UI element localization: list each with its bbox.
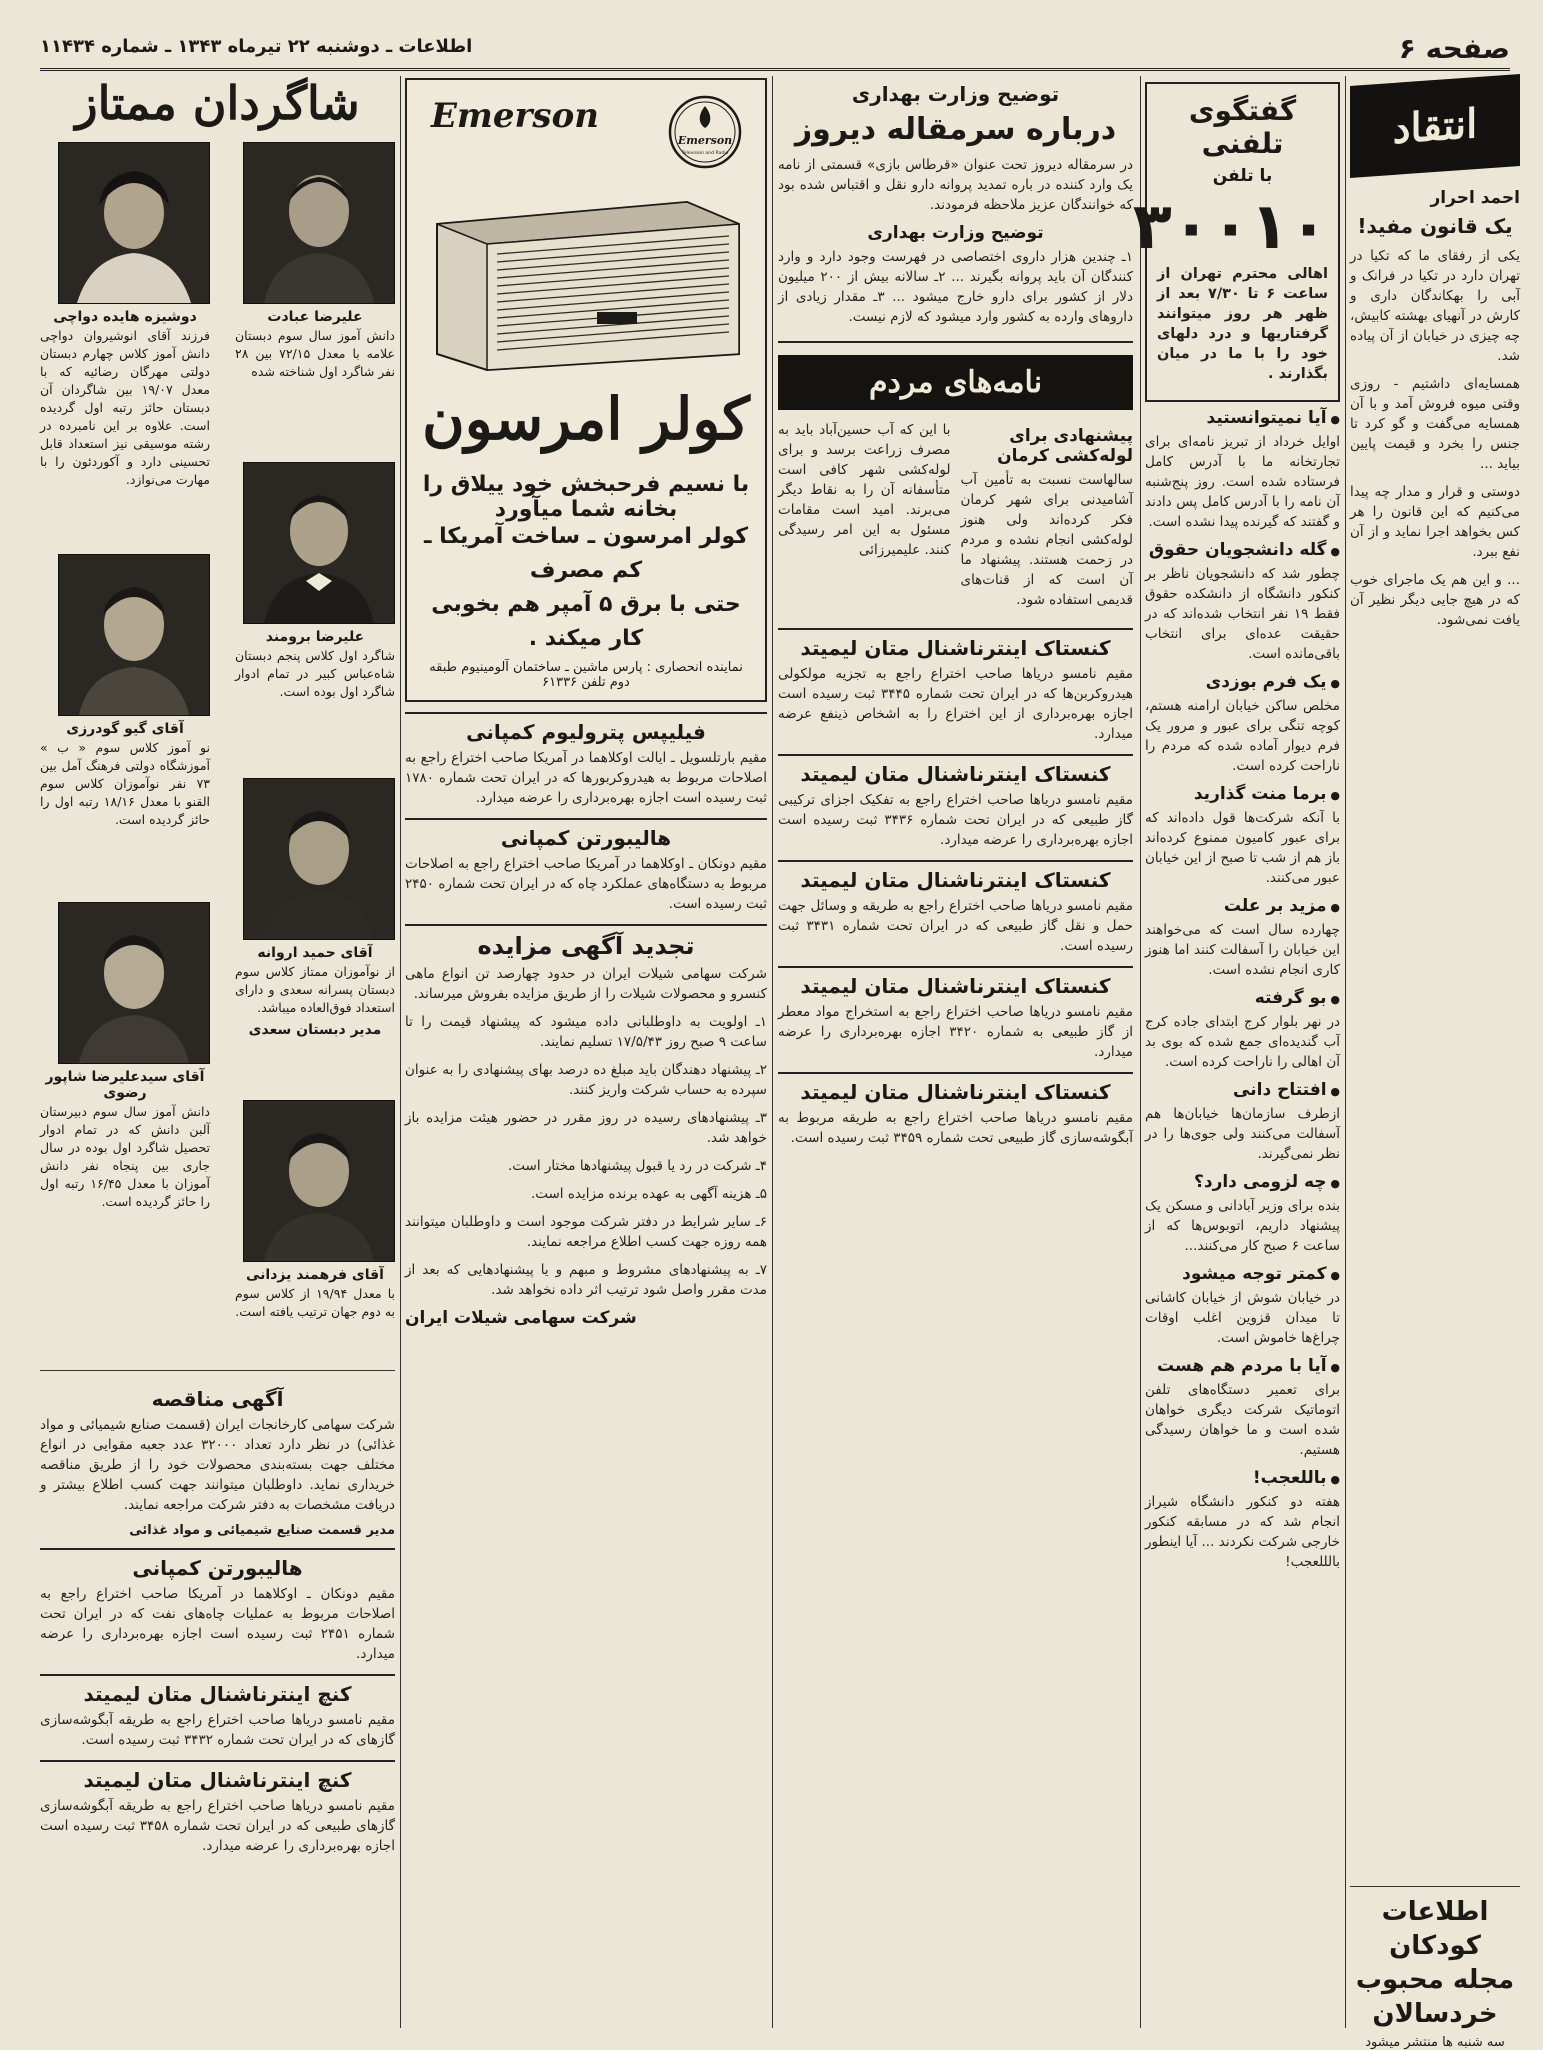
phone-item-text: بنده برای وزیر آبادانی و مسکن یک پیشنهاد داریم، اتوبوس‌ها که از ساعت ۶ صبح کار می‌کنند...	[1145, 1198, 1340, 1254]
emerson-logo-text: Emerson	[677, 134, 733, 147]
ministry-reply-text: ۱ـ چندین هزار داروی اختصاصی در فهرست وجود دارد و وارد کنندگان آن باید پروانه بگیرند ... ۲ـ سالانه بیش از ۲۰۰ میلیون دلار از کشور برای دارو خارج میشود ... ۳ـ مقدار زیادی از داروهای وارده به کشور وارد میشود که لازم نیست.	[778, 249, 1134, 325]
student-card	[40, 902, 210, 1211]
kids-subtitle: خردسالان	[1372, 1999, 1498, 2029]
student-school: مدیر دبستان سعدی	[248, 1022, 382, 1038]
student-name: آقای سیدعلیرضا شاپور رضوی	[45, 1069, 205, 1101]
critique-column	[1350, 76, 1520, 2050]
phone-column	[1132, 76, 1340, 2028]
phone-item-title: ● باللعجب!	[1145, 1468, 1340, 1488]
ads-column	[405, 76, 767, 2028]
column-rule	[400, 76, 401, 2028]
phone-with: با تلفن	[1212, 166, 1273, 186]
student-name: آقای گیو گودرزی	[66, 721, 184, 737]
phone-item-title: ● یک فرم بوزدی	[1145, 672, 1340, 692]
ad-title: کنستاک اینترناشنال متان لیمیتد	[778, 966, 1133, 998]
auction-paragraph: ۱ـ اولویت به داوطلبانی داده میشود که پیشنهاد قیمت را تا ساعت ۹ صبح روز ۱۷/۵/۴۳ تسلیم نمایند.	[405, 1014, 767, 1050]
auction-signature: شرکت سهامی شیلات ایران	[405, 1308, 637, 1328]
students-column	[40, 76, 395, 2028]
letter-title: پیشنهادی برای لوله‌کشی کرمان	[997, 426, 1133, 466]
student-card	[40, 142, 210, 489]
ad-title: هالیبورتن کمپانی	[40, 1548, 395, 1580]
emerson-brand: Emerson	[431, 96, 599, 136]
issue-info: اطلاعات ـ دوشنبه ۲۲ تیرماه ۱۳۴۳ ـ شماره ۱۱۴۳۴	[40, 36, 473, 57]
student-photo	[243, 462, 395, 624]
ad-text: مقیم نامسو دریاها صاحب اختراع راجع به طریقه و وسائل جهت حمل و نقل گاز طبیعی که در ایران تحت شماره ۳۴۳۱ ثبت رسیده است.	[778, 898, 1133, 954]
student-desc: از نوآموزان ممتاز کلاس سوم دبستان پسرانه سعدی و دارای استعداد فوق‌العاده میباشد.	[235, 964, 395, 1015]
ad-title: کنستاک اینترناشنال متان لیمیتد	[778, 1072, 1133, 1104]
student-photo	[243, 778, 395, 940]
phone-item-title: ● کمتر توجه میشود	[1145, 1264, 1340, 1284]
ad-text: مقیم بارتلسویل ـ ایالت اوکلاهما در آمریکا صاحب اختراع راجع به اصلاحات مربوط به هیدروکربورها که در ایران تحت شماره ۱۷۸۰ ثبت رسیده است اجازه بهره‌برداری را عرضه میدارد.	[405, 750, 767, 806]
critique-paragraph: یکی از رفقای ما که تکیا در تهران دارد در تکیا در فرانک و آبی را بهکاندگان داری و کارش در آنهیای بهشته کابیش، چه چیزی در خیابان از آن پیاده شد.	[1350, 248, 1520, 364]
ministry-reply-title: توضیح وزارت بهداری	[867, 223, 1044, 243]
emerson-ad	[405, 78, 767, 702]
auction-paragraph: ۷ـ به پیشنهادهای مشروط و مبهم و یا پیشنهادهایی که بعد از مدت مقرر واصل شود ترتیب اثر داده نخواهد شد.	[405, 1262, 767, 1298]
ad-title: کنچ اینترناشنال متان لیمیتد	[40, 1760, 395, 1792]
student-card	[235, 462, 395, 701]
kids-note: سه شنبه ها منتشر میشود	[1365, 2035, 1505, 2050]
kids-magazine-ad	[1350, 1878, 1520, 2050]
emerson-slogan: با نسیم فرحبخش خود ییلاق را بخانه شما میآورد	[422, 472, 750, 522]
phone-item-text: با آنکه شرکت‌ها قول داده‌اند که برای عبور کامیون ممنوع کرده‌اند باز هم از شب تا صبح از این خیابان عبور می‌کنند.	[1145, 810, 1340, 886]
auction-paragraph: شرکت سهامی شیلات ایران در حدود چهارصد تن انواع ماهی کنسرو و محصولات شیلات را از طریق مزایده بفروش میرساند.	[405, 966, 767, 1002]
student-desc: فرزند آقای انوشیروان دواچی دانش آموز کلاس چهارم دبستان دولتی مهرگان رضائیه که با معدل ۱۹/۰۷ بین شاگردان آن دبستان حائز رتبه اول گردیده است. علاوه بر این نامبرده در رشته موسیقی نیز استعداد قابل تحسینی دارد و آکوردئون را با مهارت می‌نوازد.	[40, 328, 210, 487]
phone-item-text: هفته دو کنکور دانشگاه شیراز انجام شد که در مسابقه کنکور خارجی شرکت نکردند ... آیا اینطور بالللعجب!	[1145, 1494, 1340, 1570]
critique-banner: انتقاد	[1350, 74, 1520, 178]
ad-text: مقیم نامسو دریاها صاحب اختراع راجع به طریقه مربوط به آبگوشه‌سازی گاز طبیعی تحت شماره ۳۴۵۹ ثبت رسیده است.	[778, 1110, 1133, 1146]
student-name: آقای فرهمند یزدانی	[246, 1267, 384, 1283]
masthead	[40, 28, 1510, 71]
ad-text: مقیم نامسو دریاها صاحب اختراع راجع به تفکیک اجزای ترکیبی گاز طبیعی که در ایران تحت شماره ۳۴۳۶ ثبت رسیده است اجازه بهره‌برداری را عرضه میدارد.	[778, 792, 1134, 848]
student-name: علیرضا برومند	[265, 629, 365, 645]
ministry-column	[778, 76, 1133, 2028]
phone-item-text: در نهر بلوار کرج ابتدای جاده کرج آب گندیده‌ای جمع شده که بوی بد آن اهالی را ناراحت کرده است.	[1145, 1014, 1340, 1070]
phone-item-text: برای تعمیر دستگاه‌های تلفن اتوماتیک شرکت دیگری خواهان شده است و ما خواهان رسیدگی هستیم.	[1145, 1382, 1340, 1458]
phone-box	[1132, 82, 1340, 402]
ad-text: مقیم نامسو دریاها صاحب اختراع راجع به تجزیه مولکولی هیدروکربن‌ها که در ایران تحت شماره ۳۴۴۵ ثبت رسیده است اجازه بهره‌برداری از این اختراع را به اشخاص ذینفع عرضه میدارد.	[778, 666, 1133, 742]
phone-item-text: چهارده سال است که می‌خواهند این خیابان را آسفالت کنند اما هنوز کاری انجام نشده است.	[1145, 922, 1340, 978]
student-card	[235, 778, 395, 1040]
column-rule	[1140, 76, 1141, 2028]
emerson-logo-sub: Television and Radio	[681, 151, 729, 156]
emerson-footer: نماینده انحصاری : پارس ماشین ـ ساختمان آلومینیوم طبقه دوم تلفن ۶۱۳۳۶	[429, 660, 743, 690]
student-desc: شاگرد اول کلاس پنجم دبستان شاه‌عباس کبیر در تمام ادوار شاگرد اول بوده است.	[235, 648, 395, 699]
letters-section	[778, 420, 1133, 618]
letter-text: با این که آب حسین‌آباد باید به مصرف زراعت برسد و برای لوله‌کشی شهر کافی است متأسفانه آن را به نقاط دیگر می‌برند. امید است مقامات مسئول به این امر رسیدگی کنند. علیمیرزائی	[778, 422, 951, 558]
critique-paragraph: همسایه‌ای داشتیم - روزی وقتی میوه فروش آمد و با آن همسایه می‌گفت و گو کرد تا جنس را بخرد و قیمت پایین بیاید ...	[1350, 376, 1520, 472]
student-name: علیرضا عبادت	[267, 309, 363, 325]
phone-item-title: ● برما منت گذارید	[1145, 784, 1340, 804]
ministry-kicker: توضیح وزارت بهداری	[851, 82, 1060, 106]
auction-title: تجدید آگهی مزایده	[405, 924, 767, 960]
ad-title: هالیبورتن کمپانی	[405, 818, 767, 850]
phone-item-title: ● بو گرفته	[1145, 988, 1340, 1008]
phone-intro: اهالی محترم تهران از ساعت ۶ تا ۷/۳۰ بعد از ظهر هر روز میتوانند گرفتاریها و درد دلهای خود را با ما در میان بگذارند .	[1157, 266, 1328, 382]
emerson-headline: کولر امرسون	[422, 385, 750, 453]
letters-banner: نامه‌های مردم	[778, 355, 1133, 410]
ad-text: مقیم دونکان ـ اوکلاهما در آمریکا صاحب اختراع راجع به اصلاحات مربوط به عملیات چاه‌های نفت که در ایران تحت شماره ۲۴۵۱ ثبت رسیده است اجازه بهره‌برداری را عرضه میدارد.	[40, 1586, 395, 1662]
auction-paragraph: ۲ـ پیشنهاد دهندگان باید مبلغ ده درصد بهای پیشنهادی را به عنوان سپرده به حساب شرکت واریز کنند.	[405, 1062, 767, 1098]
phone-item-text: ازطرف سازمان‌ها خیابان‌ها هم آسفالت می‌کنند ولی جوی‌ها را در نظر نمی‌گیرند.	[1145, 1106, 1340, 1162]
column-rule	[772, 76, 773, 2028]
emerson-desc	[419, 520, 753, 656]
column-rule	[1345, 76, 1346, 2028]
ad-text: مقیم نامسو دریاها صاحب اختراع راجع به استخراج مواد معطر از گاز طبیعی به شماره ۳۴۲۰ اجازه بهره‌برداری را عرضه میدارد.	[778, 1004, 1134, 1060]
ad-text: مقیم نامسو دریاها صاحب اختراع راجع به طریقه آبگوشه‌سازی گازهای که در ایران تحت شماره ۳۴۳۲ ثبت رسیده است.	[40, 1712, 395, 1748]
ministry-title: درباره سرمقاله دیروز	[794, 112, 1117, 147]
student-card	[40, 554, 210, 829]
student-card	[235, 142, 395, 381]
phone-title: گفتگوی تلفنی	[1188, 94, 1297, 160]
students-grid	[40, 142, 395, 1362]
phone-item-title: ● مزید بر علت	[1145, 896, 1340, 916]
critique-paragraph: ... و این هم یک ماجرای خوب که در هیچ جایی دیگر نظیر آن یافت نمی‌شود.	[1350, 572, 1520, 628]
phone-item-title: ● چه لزومی دارد؟	[1145, 1172, 1340, 1192]
phone-item-text: چطور شد که دانشجویان ناظر بر کنکور دانشگاه از دانشکده حقوق فقط ۱۹ نفر انتخاب شده‌اند که در حقیقت عده‌ای برای انتخاب باقی‌مانده است.	[1145, 566, 1340, 662]
ad-title: کنستاک اینترناشنال متان لیمیتد	[778, 860, 1133, 892]
student-desc: دانش آموز سال سوم دبستان علامه با معدل ۷۲/۱۵ بین ۲۸ نفر شاگرد اول شناخته شده	[235, 328, 395, 379]
student-desc: با معدل ۱۹/۹۴ از کلاس سوم به دوم جهان ترتیب یافته است.	[235, 1286, 395, 1319]
ministry-article	[778, 82, 1133, 343]
auction-paragraph: ۴ـ شرکت در رد یا قبول پیشنهادها مختار است.	[507, 1158, 767, 1174]
ad-title: فیلیپس پترولیوم کمپانی	[405, 712, 767, 744]
phone-item-title: ● گله دانشجویان حقوق	[1145, 540, 1340, 560]
phone-item-title: ● افتتاح دانی	[1145, 1080, 1340, 1100]
emerson-logo-icon	[667, 94, 743, 170]
air-conditioner-image	[427, 184, 749, 374]
critique-paragraph: دوستی و قرار و مدار چه پیدا می‌کنیم که این قانون را هر کس بخواهد اجرا نماید و از آن نفع ببرد.	[1350, 484, 1520, 560]
student-card	[235, 1100, 395, 1321]
ad-text: مقیم دونکان ـ اوکلاهما در آمریکا صاحب اختراع راجع به اصلاحات مربوط به دستگاه‌های عملکرد چاه که در ایران تحت شماره ۲۴۵۰ ثبت رسیده است.	[405, 856, 767, 912]
page-number: صفحه ۶	[1398, 32, 1510, 65]
tender-title: آگهی مناقصه	[151, 1387, 284, 1411]
student-photo	[58, 554, 210, 716]
student-photo	[58, 902, 210, 1064]
ad-title: کنستاک اینترناشنال متان لیمیتد	[778, 754, 1133, 786]
ad-title: کنچ اینترناشنال متان لیمیتد	[40, 1674, 395, 1706]
phone-item-title: ● آیا نمیتوانستید	[1145, 408, 1340, 428]
phone-number: ۳۰۰۱۰	[1132, 190, 1328, 264]
phone-item-text: در خیابان شوش از خیابان کاشانی تا میدان قزوین اغلب اوقات چراغ‌ها خاموش است.	[1145, 1290, 1340, 1346]
kids-subtitle: مجله محبوب	[1355, 1965, 1515, 1995]
kids-title: اطلاعات کودکان	[1381, 1897, 1489, 1961]
students-title: شاگردان ممتاز	[75, 76, 360, 130]
student-name: آقای حمید اروانه	[257, 945, 373, 961]
phone-item-title: ● آیا با مردم هم هست	[1145, 1356, 1340, 1376]
student-name: دوشیزه هایده دواچی	[53, 309, 197, 325]
student-photo	[58, 142, 210, 304]
student-photo	[243, 1100, 395, 1262]
student-desc: نو آموز کلاس سوم « ب » آموزشگاه دولتی فرهنگ آمل بین ۷۳ نفر نوآموزان کلاس سوم القنو با معدل ۱۸/۱۶ رتبه اول را حائز گردیده است.	[40, 740, 210, 827]
critique-author: احمد احرار	[1430, 188, 1520, 208]
phone-item-text: مخلص ساکن خیابان ارامنه هستم، کوچه تنگی برای عبور و مرور یک فرم دیوار آماده شده که مردم را ناراحت کرده است.	[1145, 698, 1340, 774]
phone-item-text: اوایل خرداد از تبریز نامه‌ای برای تجارتخانه ما با آدرس کامل فرستاده شده است. روز پنج‌شنبه آن نامه را با آدرس کامل پس دادند و گفتند که گیرنده پیدا نشده است.	[1145, 434, 1340, 530]
letter-text: سالهاست نسبت به تأمین آب آشامیدنی برای شهر کرمان فکر کرده‌اند ولی هنوز لوله‌کشی انجام نشده و مردم در زحمت هستند. پیشنهاد ما آن است که از قنات‌های قدیمی استفاده شود.	[960, 472, 1133, 608]
emerson-desc-line: حتی با برق ۵ آمپر هم بخوبی کار میکند .	[431, 592, 741, 651]
emerson-desc-line: کولر امرسون ـ ساخت آمریکا ـ کم مصرف	[423, 524, 749, 583]
critique-title: یک قانون مفید!	[1357, 214, 1513, 238]
ad-title: کنستاک اینترناشنال متان لیمیتد	[778, 628, 1133, 660]
auction-paragraph: ۶ـ سایر شرایط در دفتر شرکت موجود است و داوطلبان میتوانند همه روزه جهت کسب اطلاع مراجعه نمایند.	[405, 1214, 767, 1250]
student-photo	[243, 142, 395, 304]
tender-text: شرکت سهامی کارخانجات ایران (قسمت صنایع شیمیائی و مواد غذائی) در نظر دارد تعداد ۳۲۰۰۰ عدد جعبه مقوایی در انواع مختلف جهت بسته‌بندی محصولات خود را از طریق مناقصه خریداری نماید. داوطلبان میتوانند جهت کسب اطلاع بیشتر و دریافت مشخصات به دفتر شرکت مراجعه نمایند.	[40, 1417, 395, 1513]
ministry-lede: در سرمقاله دیروز تحت عنوان «قرطاس بازی» قسمتی از نامه یک وارد کننده در باره تمدید پروانه دارو نقل و اقتباس شده بود که خوانندگان عزیز ملاحظه فرمودند.	[778, 157, 1133, 213]
auction-paragraph: ۳ـ پیشنهادهای رسیده در روز مقرر در حضور هیئت مزایده باز خواهد شد.	[405, 1110, 767, 1146]
tender-footer: مدیر قسمت صنایع شیمیائی و مواد غذائی	[129, 1523, 395, 1538]
ad-text: مقیم نامسو دریاها صاحب اختراع راجع به طریقه آبگوشه‌سازی گازهای طبیعی که در ایران تحت شماره ۳۴۵۸ ثبت رسیده است اجازه بهره‌برداری را عرضه میدارد.	[40, 1798, 396, 1854]
auction-paragraph: ۵ـ هزینه آگهی به عهده برنده مزایده است.	[530, 1186, 767, 1202]
student-desc: دانش آموز سال سوم دبیرستان آلبن دانش که در تمام ادوار تحصیل شاگرد اول بوده در سال جاری بین پنجاه نفر دانش آموزان با معدل ۱۶/۴۵ رتبه اول را حائز گردیده است.	[40, 1104, 210, 1209]
